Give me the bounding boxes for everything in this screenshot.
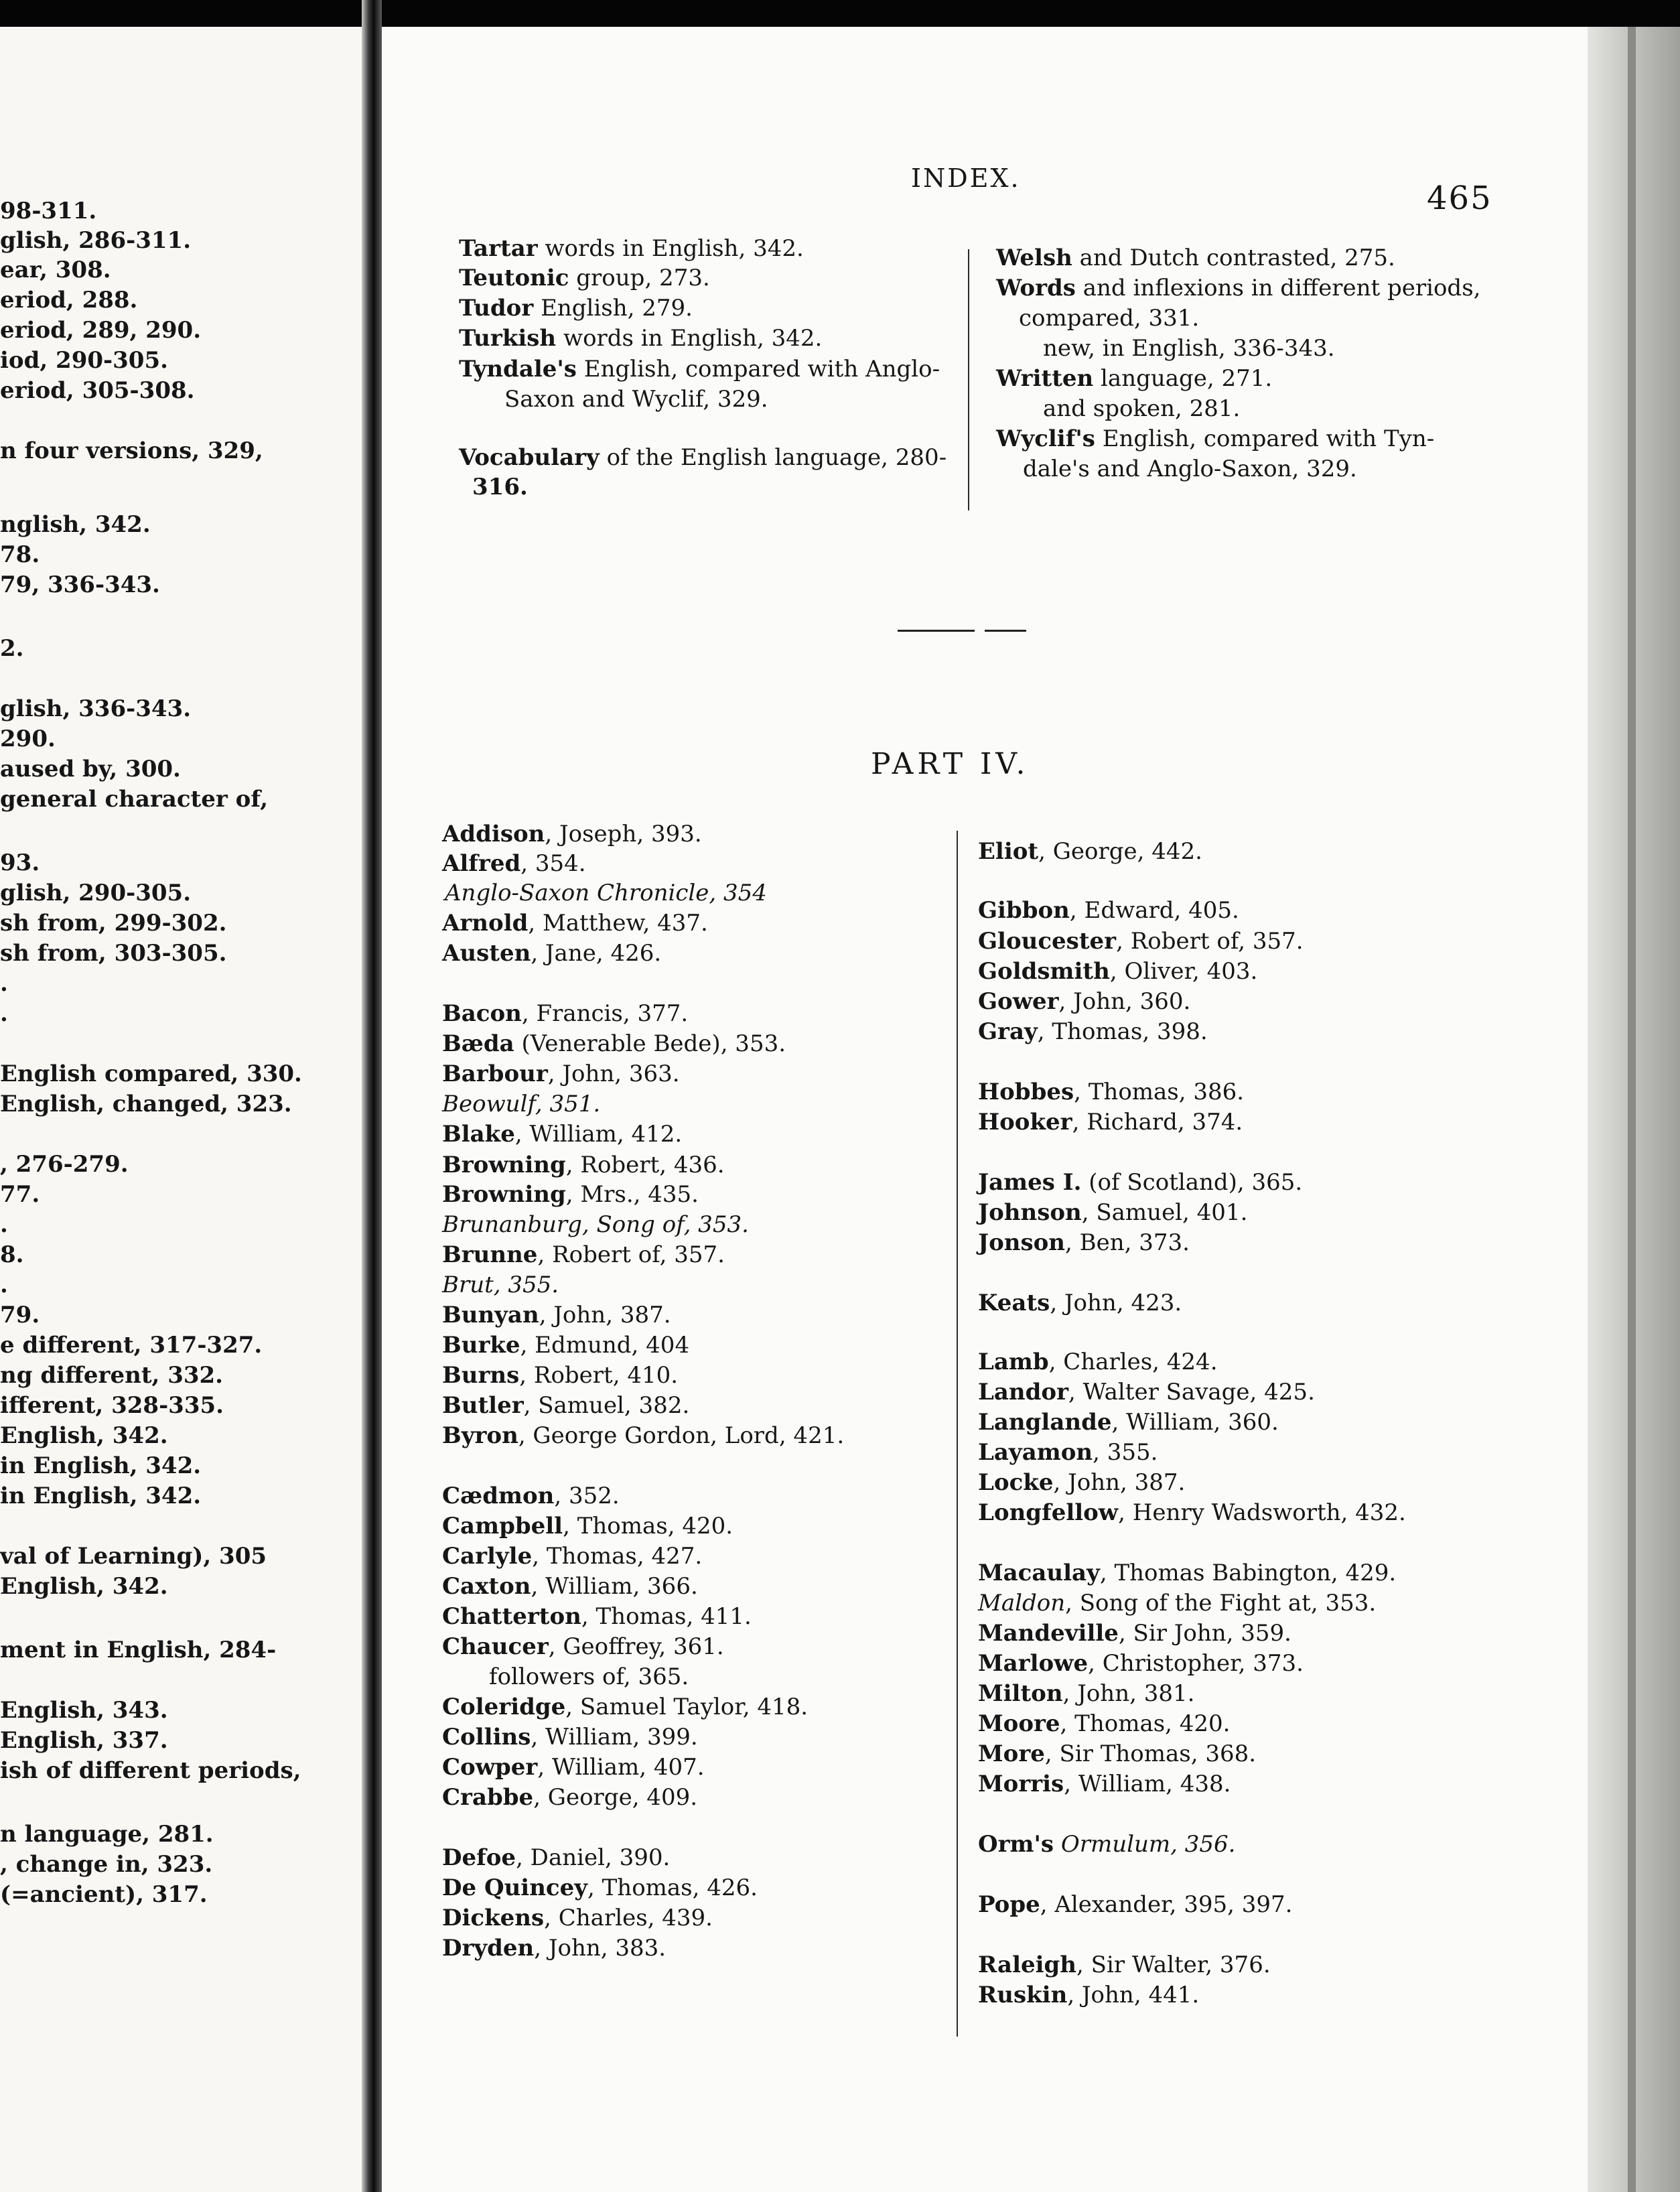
index-entry [442, 998, 688, 1029]
index-entry-text: English, compared with Anglo- [576, 356, 940, 383]
index-entry [442, 1782, 697, 1813]
index-entry [978, 1227, 1190, 1258]
page-edge [1588, 27, 1680, 2192]
facing-page-line: . [0, 1211, 8, 1238]
index-entry-heading: Eliot [978, 838, 1039, 865]
index-entry-heading: Milton [978, 1680, 1063, 1707]
index-entry [442, 1752, 705, 1783]
index-entry-text: , Sir Walter, 376. [1076, 1951, 1271, 1978]
index-entry-heading: Johnson [978, 1199, 1082, 1226]
index-entry [472, 472, 528, 502]
index-entry-heading: Cædmon [442, 1483, 555, 1509]
index-entry-heading: Bacon [442, 1000, 522, 1027]
facing-page-line: 93. [0, 849, 40, 876]
index-entry-heading: Turkish [459, 325, 557, 352]
index-entry-text: group, 273. [569, 265, 710, 291]
index-entry-text: , 354. [520, 850, 586, 877]
index-entry-heading: Morris [978, 1771, 1064, 1797]
index-entry-heading: Chatterton [442, 1603, 581, 1630]
index-entry [442, 1903, 713, 1933]
index-entry-text: Brut, 355. [442, 1272, 559, 1298]
index-entry [978, 1769, 1231, 1799]
index-entry-text: , 352. [554, 1483, 620, 1509]
index-entry [978, 1889, 1293, 1920]
index-entry-text: , Samuel Taylor, 418. [565, 1694, 809, 1720]
index-entry [978, 1558, 1396, 1588]
index-entry [442, 1541, 702, 1572]
index-entry-heading: Defoe [442, 1844, 516, 1871]
running-head: INDEX. [911, 163, 1021, 193]
facing-page-line: ment in English, 284- [0, 1637, 277, 1663]
index-entry [978, 1077, 1244, 1107]
facing-page-fragment [0, 27, 362, 2192]
index-entry-text: , Matthew, 437. [528, 910, 708, 937]
index-entry-heading: Lamb [978, 1349, 1049, 1375]
index-entry-heading: Addison [442, 821, 545, 847]
index-entry-text: , William, 360. [1111, 1409, 1279, 1436]
index-entry-text: , Joseph, 393. [545, 821, 702, 847]
index-entry-text: and inflexions in different periods, [1075, 275, 1481, 301]
index-entry-text: (Venerable Bede), 353. [514, 1030, 786, 1057]
index-entry-heading: Barbour [442, 1060, 548, 1087]
index-entry-heading: Macaulay [978, 1560, 1100, 1586]
index-entry-text: , John, 360. [1058, 988, 1191, 1015]
index-entry [442, 1330, 689, 1361]
index-entry-text: , Thomas, 411. [581, 1603, 752, 1630]
facing-page-line: aused by, 300. [0, 756, 181, 782]
section-divider [898, 630, 975, 632]
index-entry [442, 1028, 786, 1059]
index-entry [1043, 333, 1335, 364]
index-entry-text: , Thomas, 420. [563, 1513, 733, 1539]
index-entry-text: , Charles, 439. [544, 1905, 713, 1931]
facing-page-line: , change in, 323. [0, 1851, 213, 1878]
index-entry [978, 1738, 1256, 1769]
facing-page-line: general character of, [0, 786, 269, 813]
facing-page-line: 78. [0, 541, 40, 568]
index-entry-text: , Richard, 374. [1072, 1109, 1243, 1136]
index-entry [1043, 393, 1240, 424]
index-entry-text: , Geoffrey, 361. [548, 1633, 724, 1660]
index-entry-text: (of Scotland), 365. [1081, 1169, 1303, 1196]
index-entry-heading: Vocabulary [459, 444, 600, 471]
index-entry-heading: Landor [978, 1379, 1069, 1406]
index-entry-text: , Sir Thomas, 368. [1044, 1740, 1257, 1767]
index-entry-heading: Arnold [442, 910, 529, 937]
index-entry-text: , Edmund, 404 [520, 1332, 690, 1359]
facing-page-line: English, 342. [0, 1422, 168, 1449]
index-entry-text: compared, 331. [1019, 305, 1200, 332]
facing-page-line: sh from, 299-302. [0, 910, 227, 937]
index-entry-heading: Tartar [459, 235, 538, 262]
index-entry-text: , William, 407. [537, 1754, 705, 1781]
part-heading: PART IV. [871, 747, 1030, 781]
index-entry [442, 1119, 682, 1150]
index-entry-heading: Jonson [978, 1229, 1066, 1256]
index-entry-text: , Thomas, 420. [1060, 1710, 1231, 1737]
index-entry-text: , William, 366. [531, 1573, 698, 1600]
index-entry-heading: Coleridge [442, 1694, 566, 1720]
index-entry [459, 442, 947, 473]
index-entry-heading: Gray [978, 1018, 1038, 1045]
index-entry-text: and spoken, 281. [1043, 395, 1241, 422]
index-entry-heading: Marlowe [978, 1650, 1089, 1677]
index-entry-text: , Francis, 377. [521, 1000, 689, 1027]
index-entry-heading: Goldsmith [978, 958, 1110, 985]
index-entry-heading: Moore [978, 1710, 1060, 1737]
index-entry-heading: Orm's [978, 1831, 1054, 1858]
index-entry-text: , John, 363. [547, 1060, 680, 1087]
index-entry-heading: Campbell [442, 1513, 563, 1539]
facing-page-line: eriod, 305-308. [0, 377, 195, 404]
index-entry-heading: Teutonic [459, 265, 569, 291]
index-entry-text: English, 279. [533, 295, 693, 322]
index-entry-text: , Mrs., 435. [565, 1181, 699, 1208]
index-entry-heading: Brunne [442, 1241, 538, 1268]
index-entry [442, 1360, 678, 1391]
index-entry-text: , Thomas, 398. [1037, 1018, 1208, 1045]
index-entry [442, 1933, 666, 1964]
index-entry-heading: Alfred [442, 850, 521, 877]
index-entry-heading: Dickens [442, 1905, 545, 1931]
index-entry [504, 384, 768, 415]
index-entry [978, 1497, 1406, 1528]
index-entry-heading: Burns [442, 1362, 520, 1389]
index-entry-text: , Thomas, 427. [532, 1543, 703, 1570]
facing-page-line: sh from, 303-305. [0, 940, 227, 967]
facing-page-line: glish, 286-311. [0, 227, 192, 254]
index-entry-heading: Burke [442, 1332, 520, 1359]
facing-page-line: , 276-279. [0, 1151, 129, 1178]
index-entry-text: , Thomas Babington, 429. [1099, 1560, 1397, 1586]
facing-page-line: 98-311. [0, 198, 97, 224]
index-entry-heading: Browning [442, 1152, 566, 1178]
index-entry-text: new, in English, 336-343. [1043, 335, 1335, 362]
index-entry [442, 1631, 724, 1662]
index-entry-text: Beowulf, 351. [442, 1091, 601, 1117]
index-entry-heading: Caxton [442, 1573, 531, 1600]
index-entry-heading: Hooker [978, 1109, 1072, 1136]
index-entry [459, 323, 822, 354]
index-entry-heading: Chaucer [442, 1633, 549, 1660]
index-entry [978, 1678, 1194, 1709]
index-entry [978, 895, 1239, 926]
index-entry-text: , Robert of, 357. [537, 1241, 725, 1268]
index-entry [978, 1618, 1291, 1649]
index-entry [442, 1481, 620, 1511]
index-entry-heading: 316. [472, 474, 528, 500]
index-entry-heading: Ruskin [978, 1982, 1068, 2008]
index-entry-text: , Christopher, 373. [1088, 1650, 1304, 1677]
index-entry-heading: Locke [978, 1469, 1054, 1496]
facing-page-line: iod, 290-305. [0, 347, 168, 374]
index-entry-text: , Alexander, 395, 397. [1040, 1891, 1293, 1918]
column-rule [968, 249, 969, 510]
index-entry [442, 1239, 725, 1270]
index-entry-text: Ormulum, 356. [1054, 1831, 1236, 1858]
facing-page-line: 8. [0, 1241, 24, 1268]
index-entry-text: , William, 412. [514, 1121, 683, 1148]
facing-page-line: glish, 336-343. [0, 695, 192, 722]
index-entry-heading: Layamon [978, 1439, 1093, 1466]
facing-page-line: val of Learning), 305 [0, 1543, 267, 1570]
index-entry-heading: Carlyle [442, 1543, 533, 1570]
index-entry-heading: De Quincey [442, 1874, 588, 1901]
index-entry-text: , Samuel, 401. [1081, 1199, 1248, 1226]
index-entry-text: words in English, 342. [556, 325, 823, 352]
index-entry [996, 363, 1272, 394]
index-entry-heading: Byron [442, 1422, 518, 1449]
facing-page-line: ear, 308. [0, 257, 111, 283]
facing-page-line: eriod, 288. [0, 287, 138, 314]
index-entry [978, 1347, 1218, 1377]
facing-page-line: . [0, 970, 8, 997]
facing-page-line: glish, 290-305. [0, 880, 192, 906]
index-entry-heading: Bunyan [442, 1302, 539, 1328]
index-entry [1023, 454, 1357, 484]
facing-page-line: English, 342. [0, 1573, 168, 1600]
index-entry-text: , John, 381. [1062, 1680, 1195, 1707]
index-entry-text: , William, 438. [1064, 1771, 1231, 1797]
index-entry-heading: Gibbon [978, 897, 1070, 924]
index-entry [978, 926, 1304, 957]
index-entry-heading: Keats [978, 1290, 1050, 1316]
index-entry-heading: Gower [978, 988, 1059, 1015]
index-entry [442, 1571, 698, 1602]
index-entry-heading: More [978, 1740, 1045, 1767]
index-entry-text: words in English, 342. [537, 235, 804, 262]
index-entry [442, 1601, 752, 1632]
index-entry-text: , John, 423. [1050, 1290, 1182, 1316]
index-entry [459, 293, 693, 324]
index-entry-heading: Cowper [442, 1754, 538, 1781]
page-number: 465 [1427, 180, 1492, 217]
index-entry [978, 1377, 1315, 1408]
index-entry [459, 233, 804, 264]
index-entry-heading: Butler [442, 1392, 524, 1419]
facing-page-line: English, 343. [0, 1697, 168, 1724]
section-divider-short [985, 630, 1026, 632]
facing-page-line: eriod, 289, 290. [0, 317, 202, 344]
facing-page-line: nglish, 342. [0, 511, 151, 538]
index-entry-text: , Jane, 426. [531, 940, 662, 967]
index-entry-text: , Ben, 373. [1065, 1229, 1190, 1256]
index-entry-heading: Tudor [459, 295, 534, 322]
index-entry [442, 1420, 844, 1451]
facing-page-line: 77. [0, 1181, 40, 1208]
index-entry [978, 1407, 1279, 1438]
facing-page-line: ifferent, 328-335. [0, 1392, 224, 1419]
book-gutter [362, 0, 382, 2192]
index-entry [445, 878, 767, 908]
index-entry-heading: Collins [442, 1724, 531, 1751]
index-entry-text: , George Gordon, Lord, 421. [518, 1422, 845, 1449]
index-entry-text: , Thomas, 386. [1074, 1079, 1245, 1105]
index-entry [459, 263, 710, 293]
index-entry-text: , Daniel, 390. [516, 1844, 671, 1871]
index-entry [442, 1722, 698, 1753]
facing-page-line: . [0, 1272, 8, 1298]
index-entry [978, 1980, 1199, 2010]
index-entry-heading: Longfellow [978, 1499, 1119, 1526]
index-entry [442, 1872, 758, 1903]
index-entry [978, 1016, 1208, 1047]
facing-page-line: in English, 342. [0, 1452, 202, 1479]
index-entry [459, 354, 940, 385]
column-rule [957, 831, 958, 2037]
index-entry-text: , Oliver, 403. [1109, 958, 1258, 985]
index-entry-text: , Robert of, 357. [1116, 928, 1304, 955]
index-entry-text: , Robert, 436. [565, 1152, 725, 1178]
index-entry [442, 938, 661, 969]
index-entry [442, 848, 586, 879]
index-entry-text: , George, 409. [533, 1784, 698, 1811]
index-entry-heading: Austen [442, 940, 531, 967]
index-entry-heading: Tyndale's [459, 356, 577, 383]
index-entry-text: Brunanburg, Song of, 353. [442, 1211, 749, 1238]
index-entry-text: Maldon, Song of the Fight at, 353. [978, 1590, 1377, 1617]
index-entry [978, 1167, 1302, 1198]
index-entry [1019, 303, 1199, 334]
facing-page-line: 79. [0, 1302, 40, 1328]
index-entry [978, 1708, 1230, 1739]
index-entry-text: , George, 442. [1038, 838, 1202, 865]
index-entry-text: , John, 441. [1067, 1982, 1200, 2008]
index-entry-text: , Henry Wadsworth, 432. [1118, 1499, 1406, 1526]
index-entry-text: , Charles, 424. [1048, 1349, 1218, 1375]
index-entry-text: and Dutch contrasted, 275. [1072, 245, 1395, 271]
index-entry [442, 1089, 600, 1119]
index-entry-text: language, 271. [1093, 365, 1273, 392]
index-entry-heading: Words [996, 275, 1076, 301]
index-entry [442, 1692, 808, 1722]
index-entry-heading: Written [996, 365, 1094, 392]
index-entry-text: , Samuel, 382. [523, 1392, 690, 1419]
index-entry [489, 1661, 689, 1692]
index-entry [978, 1588, 1376, 1619]
index-entry [442, 1058, 680, 1089]
index-entry-heading: Welsh [996, 245, 1072, 271]
index-entry-heading: Hobbes [978, 1079, 1074, 1105]
index-entry-text: , Thomas, 426. [587, 1874, 758, 1901]
facing-page-line: n four versions, 329, [0, 437, 263, 464]
facing-page-line: in English, 342. [0, 1483, 202, 1509]
index-entry-text: , Walter Savage, 425. [1068, 1379, 1315, 1406]
facing-page-line: n language, 281. [0, 1821, 214, 1848]
index-entry [978, 986, 1190, 1017]
index-entry [996, 243, 1395, 273]
index-entry [978, 1107, 1243, 1138]
index-entry [978, 1648, 1304, 1679]
index-entry-heading: Browning [442, 1181, 566, 1208]
index-entry-text: , Edward, 405. [1069, 897, 1239, 924]
index-entry-heading: Dryden [442, 1935, 535, 1962]
index-entry-heading: Langlande [978, 1409, 1112, 1436]
index-entry-text: Anglo-Saxon Chronicle, 354 [445, 880, 767, 906]
facing-page-line: English compared, 330. [0, 1060, 302, 1087]
index-entry-text: , William, 399. [531, 1724, 698, 1751]
index-entry-text: , John, 387. [1053, 1469, 1186, 1496]
index-entry-heading: Raleigh [978, 1951, 1077, 1978]
index-entry [442, 1209, 749, 1240]
index-entry-text: followers of, 365. [489, 1663, 689, 1690]
index-entry [978, 1288, 1182, 1318]
index-entry [996, 423, 1434, 454]
index-entry-heading: Gloucester [978, 928, 1117, 955]
facing-page-line: 290. [0, 726, 56, 752]
facing-page-line: 2. [0, 635, 24, 662]
index-entry-heading: Mandeville [978, 1620, 1119, 1647]
facing-page-line: English, changed, 323. [0, 1091, 292, 1117]
index-entry [442, 1842, 670, 1873]
index-entry [978, 1437, 1158, 1468]
facing-page-line: 79, 336-343. [0, 571, 160, 598]
facing-page-line: . [0, 1000, 8, 1027]
index-entry [442, 1179, 699, 1210]
facing-page-line: ng different, 332. [0, 1362, 224, 1389]
index-entry-text: , Sir John, 359. [1118, 1620, 1291, 1647]
index-entry [978, 1829, 1235, 1860]
index-entry [996, 273, 1480, 303]
index-entry [978, 1949, 1271, 1980]
index-entry [442, 908, 708, 939]
index-entry [442, 1150, 725, 1180]
index-entry [442, 1390, 689, 1421]
facing-page-line: English, 337. [0, 1727, 168, 1754]
index-entry-text: Saxon and Wyclif, 329. [504, 386, 768, 413]
facing-page-line: e different, 317-327. [0, 1332, 263, 1359]
facing-page-line: (=ancient), 317. [0, 1881, 208, 1908]
index-entry [978, 1467, 1185, 1498]
index-entry-text: , Robert, 410. [519, 1362, 679, 1389]
index-entry [442, 1270, 559, 1300]
index-entry-heading: Wyclif's [996, 425, 1095, 452]
index-entry-text: , 355. [1093, 1439, 1158, 1466]
facing-page-line: ish of different periods, [0, 1757, 301, 1784]
index-entry-heading: Bæda [442, 1030, 514, 1057]
index-entry [978, 956, 1257, 987]
index-entry-text: , John, 387. [539, 1302, 671, 1328]
index-entry-text: of the English language, 280- [599, 444, 947, 471]
index-entry-text: dale's and Anglo-Saxon, 329. [1023, 456, 1357, 482]
index-entry-heading: Blake [442, 1121, 515, 1148]
index-entry-text: , John, 383. [534, 1935, 667, 1962]
index-entry [442, 1511, 733, 1542]
index-entry [442, 1300, 671, 1330]
index-entry [978, 1197, 1247, 1228]
index-entry [442, 819, 702, 849]
index-entry-heading: Pope [978, 1891, 1040, 1918]
index-entry-heading: Crabbe [442, 1784, 534, 1811]
index-entry-heading: James I. [978, 1169, 1082, 1196]
index-entry [978, 836, 1202, 867]
index-entry-text: English, compared with Tyn- [1095, 425, 1435, 452]
